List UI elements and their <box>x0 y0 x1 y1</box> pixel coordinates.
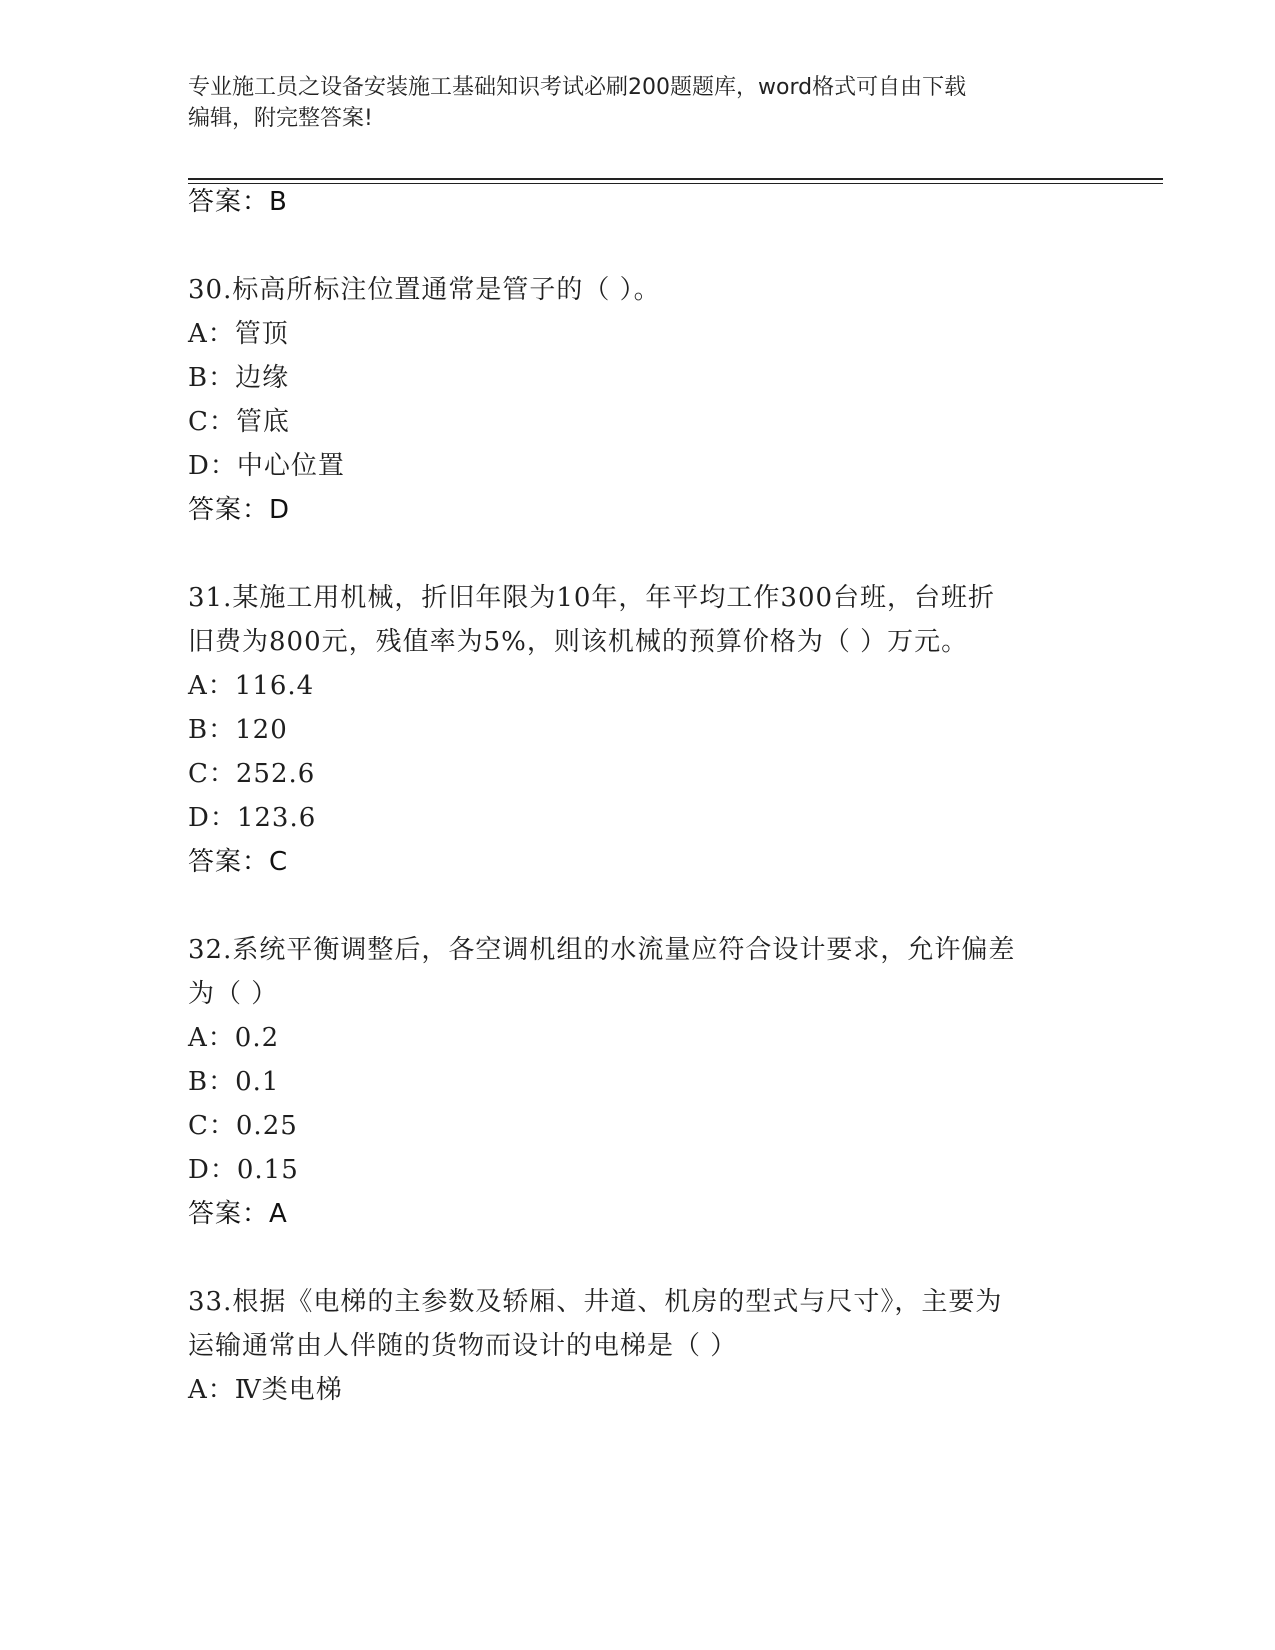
header-line-1: 专业施工员之设备安装施工基础知识考试必刷200题题库，word格式可自由下载 <box>188 75 967 100</box>
question-31-option-d: D：123.6 <box>188 803 317 833</box>
question-33-option-a: A：Ⅳ类电梯 <box>188 1375 343 1405</box>
question-31-answer: 答案：C <box>188 847 289 877</box>
question-31-stem-line-1: 31.某施工用机械，折旧年限为10年，年平均工作300台班，台班折 <box>188 583 996 613</box>
question-33-stem-line-1: 33.根据《电梯的主参数及轿厢、井道、机房的型式与尺寸》，主要为 <box>188 1287 1003 1317</box>
question-32-stem-line-1: 32.系统平衡调整后，各空调机组的水流量应符合设计要求，允许偏差 <box>188 935 1016 965</box>
question-31-option-b: B：120 <box>188 715 288 745</box>
question-32-option-d: D：0.15 <box>188 1155 299 1185</box>
question-30-option-c: C：管底 <box>188 407 290 437</box>
question-32-option-a: A：0.2 <box>188 1023 280 1053</box>
question-30-option-d: D：中心位置 <box>188 451 345 481</box>
question-30-option-b: B：边缘 <box>188 363 290 393</box>
document-header <box>188 72 1068 134</box>
question-31-option-c: C：252.6 <box>188 759 316 789</box>
question-30-stem-line-1: 30.标高所标注位置通常是管子的（ ）。 <box>188 275 661 305</box>
question-30-answer: 答案：D <box>188 495 291 525</box>
question-30-option-a: A：管顶 <box>188 319 289 349</box>
question-33-stem-line-2: 运输通常由人伴随的货物而设计的电梯是（ ） <box>188 1331 738 1361</box>
question-31-stem-line-2: 旧费为800元，残值率为5%，则该机械的预算价格为（ ）万元。 <box>188 627 969 657</box>
previous-answer: 答案：B <box>188 187 288 217</box>
header-line-2: 编辑，附完整答案! <box>188 106 373 131</box>
question-32-stem-line-2: 为（ ） <box>188 979 279 1009</box>
question-32-option-c: C：0.25 <box>188 1111 298 1141</box>
header-divider-thin <box>188 183 1163 184</box>
header-divider <box>188 178 1163 180</box>
question-31-option-a: A：116.4 <box>188 671 315 701</box>
question-32-answer: 答案：A <box>188 1199 288 1229</box>
question-32-option-b: B：0.1 <box>188 1067 280 1097</box>
